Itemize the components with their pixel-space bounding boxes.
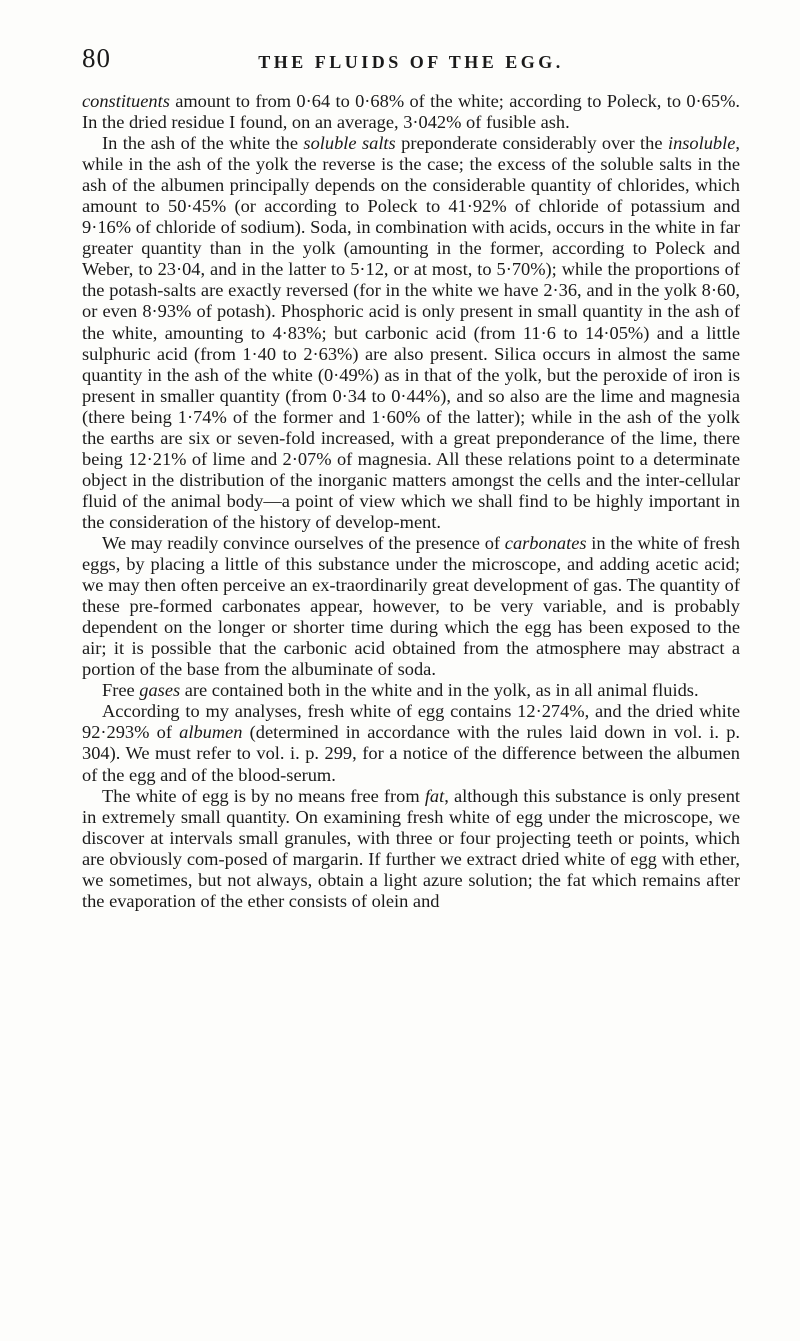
page-header <box>82 36 740 80</box>
text-run: in the white of fresh eggs, by placing a little of this substance under the microscope, and adding acetic acid; we may then often perceive an ex-traordinarily great development of gas. The quantity of these pre-formed carbonates appear, however, to be very variable, and is probably dependent on the longer or shorter time during which the egg has been exposed to the air; it is possible that the carbonic acid obtained from the atmosphere may abstract a portion of the base from the albuminate of soda. <box>82 532 740 680</box>
text-run: (determined in accordance with the rules laid down in vol. i. p. 304). We must refer to vol. i. p. 299, for a notice of the difference between the albumen of the egg and of the blood-serum. <box>82 722 740 785</box>
italic-term: insoluble <box>667 133 736 154</box>
paragraph-free-gases <box>82 680 740 701</box>
text-run: Free <box>102 680 140 701</box>
text-run: preponderate considerably over the <box>395 133 668 154</box>
text-run: In the ash of the white the <box>102 133 304 154</box>
italic-term: albumen <box>179 722 243 743</box>
text-run: are contained both in the white and in the yolk, as in all animal fluids. <box>180 680 699 701</box>
paragraph-soluble-salts <box>82 133 740 533</box>
paragraph-carbonates <box>82 533 740 680</box>
italic-term: constituents <box>82 91 170 111</box>
italic-term: fat <box>424 785 445 806</box>
text-run: We may readily convince ourselves of the presence of <box>102 532 505 553</box>
italic-term: carbonates <box>504 532 587 553</box>
text-run: According to my analyses, fresh white of egg contains 12·274%, and the dried white 92·293% of <box>82 701 740 743</box>
body-text <box>82 91 740 912</box>
italic-term: gases <box>139 680 181 701</box>
paragraph-ash-constituents <box>82 91 740 133</box>
paragraph-albumen <box>82 701 740 785</box>
italic-term: soluble salts <box>303 133 396 154</box>
text-run: , although this substance is only present in extremely small quantity. On examining fresh white of egg under the microscope, we discover at intervals small granules, with three or four projecting teeth or points, which are obviously com-posed of margarin. If further we extract dried white of egg with ether, we sometimes, but not always, obtain a light azure solution; the fat which remains after the evaporation of the ether consists of olein and <box>82 785 741 911</box>
paragraph-fat <box>82 786 740 912</box>
page-number: 80 <box>82 43 111 73</box>
text-run: , while in the ash of the yolk the reverse is the case; the excess of the soluble salts in the ash of the albumen principally depends on the considerable quantity of chlorides, which amount to 50·45% (or according to Poleck to 41·92% of chloride of potassium and 9·16% of chloride of sodium). Soda, in combination with acids, occurs in the white in far greater quantity than in the yolk (amounting in the former, according to Poleck and Weber, to 23·04, and in the latter to 5·12, or at most, to 5·70%); while the proportions of the potash-salts are exactly reversed (for in the white we have 2·36, and in the yolk 8·60, or even 8·93% of potash). Phosphoric acid is only present in small quantity in the ash of the white, amounting to 4·83%; but carbonic acid (from 11·6 to 14·05%) and a little sulphuric acid (from 1·40 to 2·63%) are also present. Silica occurs in almost the same quantity in the ash of the white (0·49%) as in that of the yolk, but the peroxide of iron is present in smaller quantity (from 0·34 to 0·44%), and so also are the lime and magnesia (there being 1·74% of the former and 1·60% of the latter); while in the ash of the yolk the earths are six or seven-fold increased, with a great preponderance of the lime, there being 12·21% of lime and 2·07% of magnesia. All these relations point to a determinate object in the distribution of the inorganic matters amongst the cells and the inter-cellular fluid of the animal body—a point of view which we shall find to be highly important in the consideration of the history of develop-ment. <box>82 133 740 532</box>
running-title: THE FLUIDS OF THE EGG. <box>258 52 564 72</box>
text-run: amount to from 0·64 to 0·68% of the white; according to Poleck, to 0·65%. In the dried residue I found, on an average, 3·042% of fusible ash. <box>82 91 740 133</box>
text-run: The white of egg is by no means free from <box>102 785 425 806</box>
